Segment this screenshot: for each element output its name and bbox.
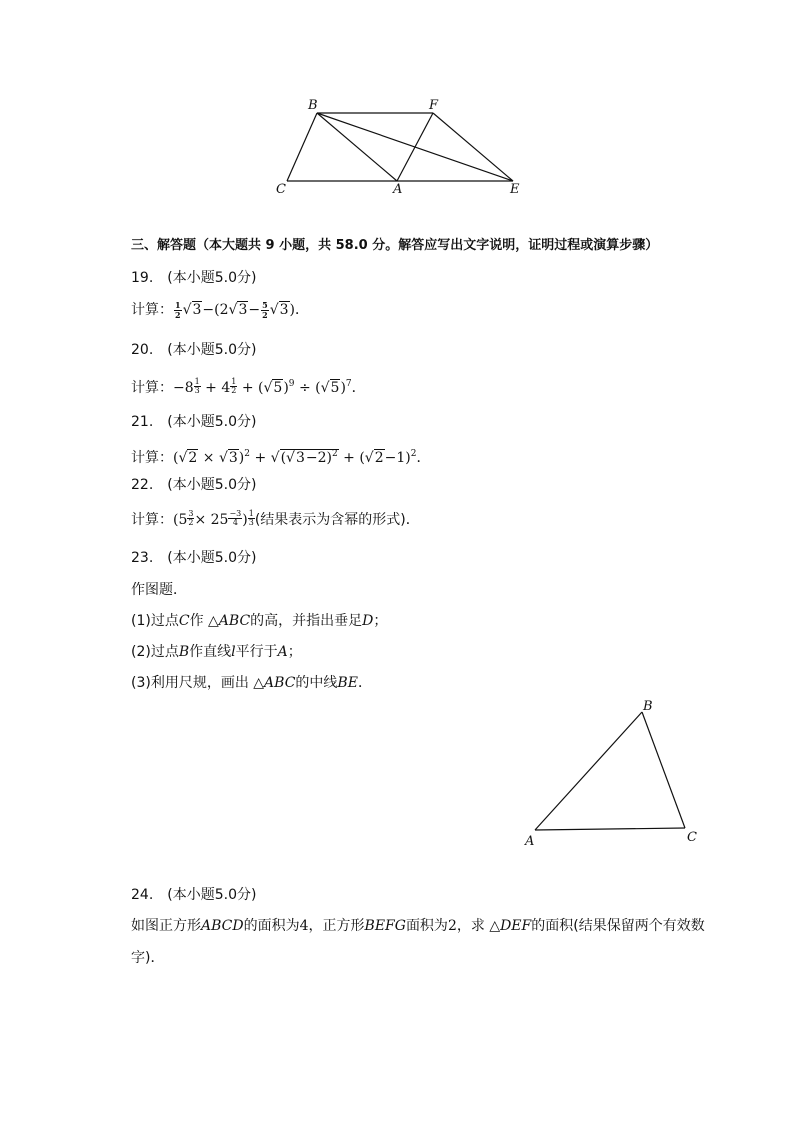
q23-item-2-text-b: 作直线	[189, 644, 232, 660]
segment-BE	[317, 113, 513, 181]
q22-suffix: (结果表示为含幂的形式)．	[254, 512, 420, 528]
q23-item-2-math-1: B	[178, 644, 190, 660]
q22-prefix: 计算：	[131, 512, 173, 528]
q19-prefix: 计算：	[131, 302, 173, 318]
q24-t5: ，求	[456, 918, 490, 934]
q24-t3: ，正方形	[308, 918, 365, 934]
figure-1-diagram	[270, 95, 530, 205]
q23-item-1-math-1: C	[178, 613, 190, 629]
q22-header: 22. (本小题5.0分)	[131, 477, 257, 493]
q24-n1: 4	[299, 918, 309, 934]
q23-item-2	[131, 642, 302, 662]
label-A: A	[393, 182, 403, 197]
q23-item-3-text-a: (3)利用尺规，画出	[131, 675, 254, 691]
q21-expression: 计算：$(√2 \times √3)^2 + √(√3-2)^2 + (√2-1)^2$．	[131, 449, 431, 466]
q23-item-1-text-d: ；	[373, 613, 388, 629]
q23-intro: 作图题．	[131, 582, 187, 598]
q19-expression: 计算： $\frac{1}{2}$ √3−(2√3− $\frac{5}{2}$ √3)．	[131, 299, 309, 320]
q21-header: 21. (本小题5.0分)	[131, 414, 257, 430]
q24-t1: 如图正方形	[131, 918, 201, 934]
q23-item-3-math-2: BE	[337, 675, 358, 691]
q21-prefix: 计算：	[131, 450, 173, 466]
q23-item-2-text-d: ；	[287, 644, 302, 660]
label-E: E	[510, 182, 520, 197]
q24-t4: 面积为	[405, 918, 448, 934]
q23-item-1-math-3: D	[362, 613, 374, 629]
label-F: F	[429, 98, 439, 113]
q23-item-2-math-3: A	[277, 644, 288, 660]
q23-header: 23. (本小题5.0分)	[131, 550, 257, 566]
q24-t6: 的面积(结果保留两个有效数	[531, 918, 705, 934]
q23-item-2-math-2: l	[231, 644, 236, 660]
q23-item-1-text-a: (1)过点	[131, 613, 179, 629]
segment-BC	[642, 712, 685, 828]
label-C: C	[687, 830, 697, 845]
figure-2-triangle	[515, 693, 705, 853]
segment-FE	[433, 113, 513, 181]
q24-n2: 2	[447, 918, 457, 934]
segment-BC	[287, 113, 317, 181]
q24-text-line-2: 字)．	[131, 950, 165, 966]
q24-t2: 的面积为	[243, 918, 300, 934]
q23-item-3-text-b: 的中线	[295, 675, 338, 691]
q23-item-1-text-b: 作	[189, 613, 209, 629]
q20-expression: 计算：−8 $^{\frac{1}{3}}$ + 4 $^{\frac{1}{2}}$ + $(√5)^9 \div (√5)^7$．	[131, 377, 366, 396]
q20-header: 20. (本小题5.0分)	[131, 342, 257, 358]
q19-header: 19. (本小题5.0分)	[131, 270, 257, 286]
q20-prefix: 计算：	[131, 380, 173, 396]
q24-m2: BEFG	[364, 918, 406, 934]
q23-item-3-text-c: ．	[357, 675, 372, 691]
q24-m1: ABCD	[201, 918, 244, 934]
q23-item-1-math-2: △ABC	[208, 613, 251, 629]
q22-expression: 计算：(5 $^{\frac{3}{2}}$ × 25 $^{\frac{-3}{4}}$ ) $^{\frac{1}{3}}$ (结果表示为含幂的形式)．	[131, 509, 420, 528]
label-A: A	[525, 834, 535, 849]
q23-item-3-math-1: △ABC	[253, 675, 296, 691]
segment-BA	[317, 113, 397, 181]
q24-m3: △DEF	[489, 918, 532, 934]
q24-header: 24. (本小题5.0分)	[131, 887, 257, 903]
segment-AC	[535, 828, 685, 830]
q23-item-1-text-c: 的高，并指出垂足	[250, 613, 363, 629]
label-B: B	[308, 98, 318, 113]
q23-item-2-text-a: (2)过点	[131, 644, 179, 660]
label-B: B	[643, 699, 653, 714]
q23-item-2-text-c: 平行于	[235, 644, 278, 660]
q23-item-1	[131, 611, 387, 631]
q23-item-3	[131, 673, 372, 693]
label-C: C	[276, 182, 286, 197]
section-heading: 三、解答题（本大题共 9 小题，共 58.0 分。解答应写出文字说明，证明过程或演算步骤）	[131, 238, 659, 253]
segment-AB	[535, 712, 642, 830]
q24-text-line-1	[131, 916, 705, 936]
